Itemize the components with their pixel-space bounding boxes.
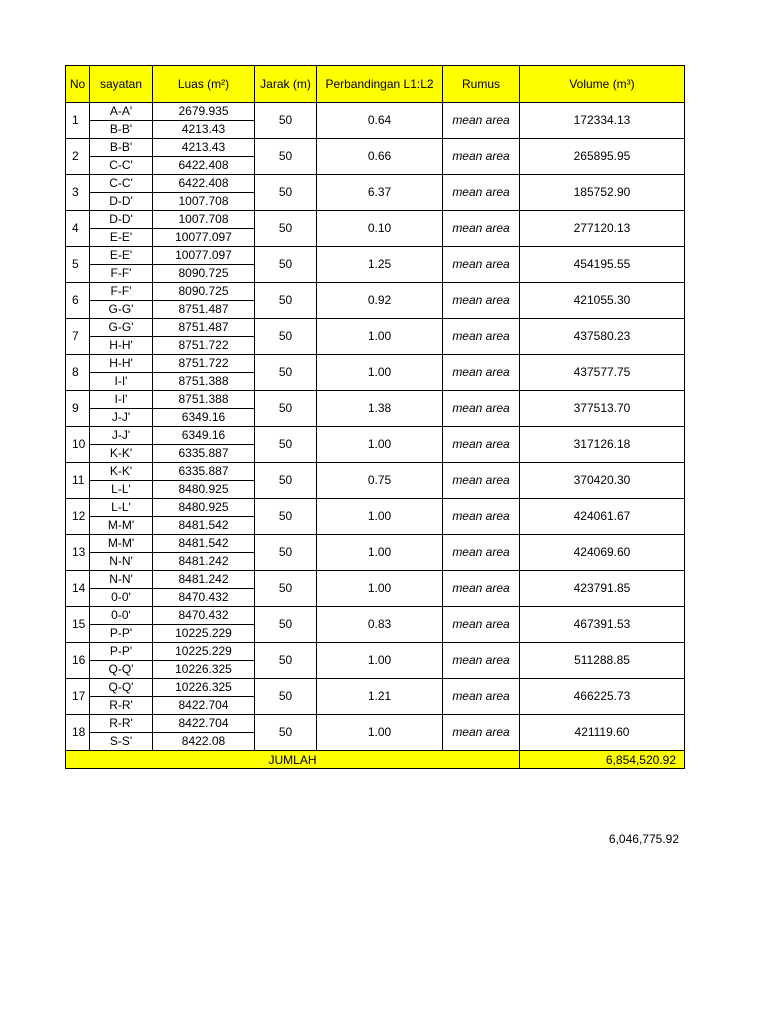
row-no: 12: [66, 499, 90, 535]
jarak-cell: 50: [255, 427, 317, 463]
luas-cell: 4213.43: [153, 121, 255, 139]
table-row: [66, 715, 685, 733]
volume-cell: 370420.30: [520, 463, 685, 499]
sayatan-cell: I-I': [90, 391, 153, 409]
luas-cell: 8751.487: [153, 319, 255, 337]
jarak-cell: 50: [255, 679, 317, 715]
sayatan-cell: F-F': [90, 283, 153, 301]
table-row: [66, 463, 685, 481]
ratio-cell: 0.75: [317, 463, 443, 499]
jarak-cell: 50: [255, 211, 317, 247]
row-no: 1: [66, 103, 90, 139]
ratio-cell: 1.00: [317, 535, 443, 571]
row-no: 14: [66, 571, 90, 607]
table-row: [66, 283, 685, 301]
sayatan-cell: J-J': [90, 409, 153, 427]
ratio-cell: 1.00: [317, 571, 443, 607]
row-no: 6: [66, 283, 90, 319]
volume-cell: 466225.73: [520, 679, 685, 715]
sayatan-cell: P-P': [90, 625, 153, 643]
volume-cell: 437580.23: [520, 319, 685, 355]
luas-cell: 6422.408: [153, 157, 255, 175]
rumus-cell: mean area: [443, 463, 520, 499]
header-rumus: Rumus: [443, 66, 520, 103]
volume-cell: 185752.90: [520, 175, 685, 211]
rumus-cell: mean area: [443, 103, 520, 139]
jarak-cell: 50: [255, 391, 317, 427]
table-row: [66, 103, 685, 121]
luas-cell: 6349.16: [153, 409, 255, 427]
ratio-cell: 1.38: [317, 391, 443, 427]
sayatan-cell: E-E': [90, 247, 153, 265]
table-row: [66, 427, 685, 445]
rumus-cell: mean area: [443, 283, 520, 319]
luas-cell: 1007.708: [153, 193, 255, 211]
header-row: [66, 66, 685, 103]
header-luas: Luas (m²): [153, 66, 255, 103]
table-row: [66, 679, 685, 697]
jarak-cell: 50: [255, 607, 317, 643]
sayatan-cell: L-L': [90, 481, 153, 499]
sayatan-cell: C-C': [90, 157, 153, 175]
table-row: [66, 175, 685, 193]
table-row: [66, 535, 685, 553]
header-no: No: [66, 66, 90, 103]
sayatan-cell: G-G': [90, 319, 153, 337]
luas-cell: 8751.487: [153, 301, 255, 319]
volume-cell: 424061.67: [520, 499, 685, 535]
header-jarak: Jarak (m): [255, 66, 317, 103]
luas-cell: 8470.432: [153, 589, 255, 607]
luas-cell: 6422.408: [153, 175, 255, 193]
rumus-cell: mean area: [443, 391, 520, 427]
luas-cell: 10077.097: [153, 247, 255, 265]
luas-cell: 8751.388: [153, 373, 255, 391]
sayatan-cell: I-I': [90, 373, 153, 391]
sayatan-cell: D-D': [90, 193, 153, 211]
luas-cell: 8090.725: [153, 283, 255, 301]
table-row: [66, 139, 685, 157]
ratio-cell: 0.92: [317, 283, 443, 319]
volume-cell: 421055.30: [520, 283, 685, 319]
luas-cell: 2679.935: [153, 103, 255, 121]
luas-cell: 10077.097: [153, 229, 255, 247]
luas-cell: 8480.925: [153, 499, 255, 517]
table-row: [66, 499, 685, 517]
jarak-cell: 50: [255, 715, 317, 751]
rumus-cell: mean area: [443, 175, 520, 211]
row-no: 18: [66, 715, 90, 751]
ratio-cell: 1.00: [317, 499, 443, 535]
sayatan-cell: J-J': [90, 427, 153, 445]
table-row: [66, 355, 685, 373]
ratio-cell: 1.00: [317, 715, 443, 751]
luas-cell: 10226.325: [153, 679, 255, 697]
sayatan-cell: E-E': [90, 229, 153, 247]
ratio-cell: 1.00: [317, 319, 443, 355]
ratio-cell: 1.25: [317, 247, 443, 283]
sayatan-cell: D-D': [90, 211, 153, 229]
rumus-cell: mean area: [443, 643, 520, 679]
sayatan-cell: A-A': [90, 103, 153, 121]
volume-cell: 421119.60: [520, 715, 685, 751]
row-no: 9: [66, 391, 90, 427]
ratio-cell: 6.37: [317, 175, 443, 211]
jarak-cell: 50: [255, 643, 317, 679]
rumus-cell: mean area: [443, 211, 520, 247]
volume-cell: 172334.13: [520, 103, 685, 139]
jarak-cell: 50: [255, 571, 317, 607]
header-perbandingan: Perbandingan L1:L2: [317, 66, 443, 103]
luas-cell: 8751.388: [153, 391, 255, 409]
luas-cell: 8470.432: [153, 607, 255, 625]
rumus-cell: mean area: [443, 247, 520, 283]
row-no: 7: [66, 319, 90, 355]
row-no: 13: [66, 535, 90, 571]
jarak-cell: 50: [255, 103, 317, 139]
sayatan-cell: N-N': [90, 571, 153, 589]
row-no: 16: [66, 643, 90, 679]
row-no: 4: [66, 211, 90, 247]
table-row: [66, 319, 685, 337]
rumus-cell: mean area: [443, 355, 520, 391]
sayatan-cell: K-K': [90, 463, 153, 481]
ratio-cell: 1.21: [317, 679, 443, 715]
sayatan-cell: S-S': [90, 733, 153, 751]
sayatan-cell: L-L': [90, 499, 153, 517]
jarak-cell: 50: [255, 247, 317, 283]
outside-total-value: 6,046,775.92: [608, 832, 679, 846]
sayatan-cell: B-B': [90, 139, 153, 157]
sayatan-cell: B-B': [90, 121, 153, 139]
volume-table: [65, 65, 685, 769]
ratio-cell: 1.00: [317, 427, 443, 463]
rumus-cell: mean area: [443, 679, 520, 715]
rumus-cell: mean area: [443, 319, 520, 355]
luas-cell: 8090.725: [153, 265, 255, 283]
luas-cell: 8481.242: [153, 553, 255, 571]
jarak-cell: 50: [255, 283, 317, 319]
ratio-cell: 0.10: [317, 211, 443, 247]
header-sayatan: sayatan: [90, 66, 153, 103]
luas-cell: 8422.08: [153, 733, 255, 751]
jarak-cell: 50: [255, 463, 317, 499]
luas-cell: 6349.16: [153, 427, 255, 445]
sayatan-cell: K-K': [90, 445, 153, 463]
volume-cell: 424069.60: [520, 535, 685, 571]
luas-cell: 8422.704: [153, 715, 255, 733]
rumus-cell: mean area: [443, 715, 520, 751]
jarak-cell: 50: [255, 175, 317, 211]
table-row: [66, 247, 685, 265]
volume-cell: 467391.53: [520, 607, 685, 643]
jarak-cell: 50: [255, 535, 317, 571]
volume-cell: 277120.13: [520, 211, 685, 247]
row-no: 15: [66, 607, 90, 643]
row-no: 8: [66, 355, 90, 391]
sayatan-cell: P-P': [90, 643, 153, 661]
rumus-cell: mean area: [443, 607, 520, 643]
volume-cell: 454195.55: [520, 247, 685, 283]
luas-cell: 8422.704: [153, 697, 255, 715]
total-value: 6,854,520.92: [520, 751, 685, 769]
rumus-cell: mean area: [443, 139, 520, 175]
table-row: [66, 571, 685, 589]
sayatan-cell: Q-Q': [90, 661, 153, 679]
luas-cell: 10225.229: [153, 625, 255, 643]
sayatan-cell: H-H': [90, 355, 153, 373]
luas-cell: 8481.242: [153, 571, 255, 589]
volume-cell: 437577.75: [520, 355, 685, 391]
luas-cell: 1007.708: [153, 211, 255, 229]
volume-cell: 511288.85: [520, 643, 685, 679]
sayatan-cell: M-M': [90, 517, 153, 535]
sayatan-cell: H-H': [90, 337, 153, 355]
ratio-cell: 0.66: [317, 139, 443, 175]
jarak-cell: 50: [255, 139, 317, 175]
rumus-cell: mean area: [443, 427, 520, 463]
volume-cell: 377513.70: [520, 391, 685, 427]
table-row: [66, 391, 685, 409]
rumus-cell: mean area: [443, 535, 520, 571]
sayatan-cell: R-R': [90, 697, 153, 715]
jarak-cell: 50: [255, 499, 317, 535]
ratio-cell: 0.83: [317, 607, 443, 643]
sayatan-cell: G-G': [90, 301, 153, 319]
jarak-cell: 50: [255, 319, 317, 355]
rumus-cell: mean area: [443, 571, 520, 607]
row-no: 5: [66, 247, 90, 283]
table-row: [66, 643, 685, 661]
luas-cell: 8751.722: [153, 355, 255, 373]
sayatan-cell: N-N': [90, 553, 153, 571]
sayatan-cell: C-C': [90, 175, 153, 193]
luas-cell: 6335.887: [153, 463, 255, 481]
volume-cell: 423791.85: [520, 571, 685, 607]
volume-cell: 265895.95: [520, 139, 685, 175]
luas-cell: 8481.542: [153, 535, 255, 553]
table-body: [66, 103, 685, 751]
ratio-cell: 0.64: [317, 103, 443, 139]
luas-cell: 10225.229: [153, 643, 255, 661]
table-row: [66, 211, 685, 229]
table-row: [66, 607, 685, 625]
luas-cell: 4213.43: [153, 139, 255, 157]
row-no: 10: [66, 427, 90, 463]
sayatan-cell: 0-0': [90, 589, 153, 607]
row-no: 2: [66, 139, 90, 175]
luas-cell: 8480.925: [153, 481, 255, 499]
luas-cell: 8751.722: [153, 337, 255, 355]
sayatan-cell: F-F': [90, 265, 153, 283]
ratio-cell: 1.00: [317, 643, 443, 679]
luas-cell: 10226.325: [153, 661, 255, 679]
sayatan-cell: 0-0': [90, 607, 153, 625]
luas-cell: 8481.542: [153, 517, 255, 535]
total-label: JUMLAH: [66, 751, 520, 769]
volume-cell: 317126.18: [520, 427, 685, 463]
row-no: 3: [66, 175, 90, 211]
ratio-cell: 1.00: [317, 355, 443, 391]
sayatan-cell: Q-Q': [90, 679, 153, 697]
header-volume: Volume (m³): [520, 66, 685, 103]
luas-cell: 6335.887: [153, 445, 255, 463]
sayatan-cell: R-R': [90, 715, 153, 733]
row-no: 11: [66, 463, 90, 499]
jarak-cell: 50: [255, 355, 317, 391]
rumus-cell: mean area: [443, 499, 520, 535]
row-no: 17: [66, 679, 90, 715]
total-row: [66, 751, 685, 769]
sayatan-cell: M-M': [90, 535, 153, 553]
